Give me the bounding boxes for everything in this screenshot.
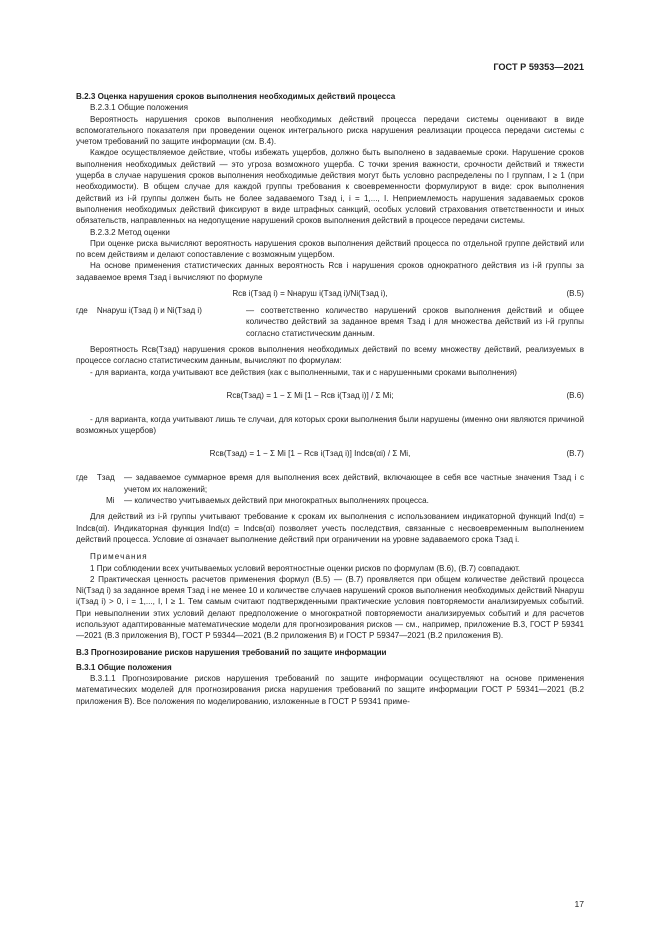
where-b5-term-text: Nнаруш i(Tзад i) и Ni(Tзад i) [96,306,202,316]
formula-b5 [76,283,584,305]
formula-b6 [76,378,584,414]
page-content [76,91,584,707]
where-b7-def1: — задаваемое суммарное время для выполнения всех действий, включающее в себя все частные значения Tзад i с учетом их наложений; [124,473,584,494]
paragraph: Каждое осуществляемое действие, чтобы избежать ущербов, должно быть выполнено в задаваемые сроки. Нарушение сроков выполнения необходимых действий — это угроза возможного ущерба. С точки зрения важности, срочности действий и тяжести ущерба в случае нарушения сроков выполнения необходимые действия могут быть условно распределены по I группам, I ≥ 1 (при необходимости). В общем случае для каждой группы требования к своевременности формулируют в виде: срок выполнения действий из i-й группы должен быть не более задаваемого Tзад i, i = 1,..., I. Неприемлемость нарушения задаваемых сроков выполнения необходимых действий фиксируют в виде штрафных санкций, особых условий страхования ответственности и иных обязательств, направленных на недопущение нарушений сроков выполнения действий в процессе передачи системы. [76,148,584,226]
note-2: 2 Практическая ценность расчетов применения формул (В.5) — (В.7) проявляется при общем количестве действий процесса Ni(Tзад i) за заданное время Tзад i не менее 10 и количестве случаев нарушений сроков выполнения необходимых действий Nнаруш i(Tзад i) > 0, i = 1,..., I, I ≥ 1. Тем самым считают подтвержденными практические условия повторяемости анализируемых событий. При невыполнении этих условий делают предположение о многократной повторяемости анализируемых событий и для расчетов используют адаптированные математические модели для прогнозирования рисков — см., например, приложение В.3, ГОСТ Р 59341—2021 (В.3 приложения В), ГОСТ Р 59344—2021 (В.2 приложения В) и ГОСТ Р 59347—2021 (В.2 приложения В). [76,574,584,641]
paragraph: В.3.1.1 Прогнозирование рисков нарушения требований по защите информации осуществляют на основе применения математических моделей для прогнозирования риска нарушения требований по защите информации ГОСТ Р 59341—2021 (В.2 приложения В). Все положения по моделированию, изложенные в ГОСТ Р 59341 приме- [76,674,584,706]
formula-b5-number: (В.5) [566,289,584,299]
paragraph: - для варианта, когда учитывают все действия (как с выполненными, так и с нарушенными сроками выполнения) [90,367,517,377]
subsection-b231: В.2.3.1 Общие положения [90,103,188,113]
paragraph: На основе применения статистических данных вероятность Rсв i нарушения сроков однократного действия из i-й группы за задаваемое время Tзад i вычисляют по формуле [76,261,584,282]
where-b7-term2: Mi [106,496,115,506]
paragraph: Вероятность Rсв(Tзад) нарушения сроков выполнения необходимых действий по всему множеству действий, реализуемых в процессе согласно статистическим данным, вычисляют по формулам: [76,344,584,366]
formula-b6-number: (В.6) [566,390,584,400]
formula-b6-expression: Rсв(Tзад) = 1 − Σ Mi [1 − Rсв i(Tзад i)] / Σ Mi; [226,390,394,400]
where-b7-term1 [76,472,124,495]
where-b5 [76,305,584,339]
paragraph: При оценке риска вычисляют вероятность нарушения сроков выполнения действий процесса по отдельной группе действий или по всем действиям и делают сопоставление с возможным ущербом. [76,238,584,260]
standard-number: ГОСТ Р 59353—2021 [493,62,584,72]
formula-b7-expression: Rсв(Tзад) = 1 − Σ Mi [1 − Rсв i(Tзад i)] Indсв(αi) / Σ Mi, [209,449,411,459]
where-b7-def2: — количество учитываемых действий при многократных выполнениях процесса. [124,496,429,506]
formula-b7 [76,436,584,472]
where-label: где [76,306,88,316]
subsection-b232: В.2.3.2 Метод оценки [90,227,170,237]
subsection-b31: В.3.1 Общие положения [76,662,172,672]
formula-b7-number: (В.7) [566,449,584,459]
where-b7-term1-text: Tзад [96,473,115,483]
where-b5-definition: — соответственно количество нарушений сроков выполнения действий и общее количество действий за заданное время Tзад i для множества действий из i-й группы согласно статистическим данным. [246,306,584,338]
paragraph: Вероятность нарушения сроков выполнения необходимых действий процесса передачи системы оценивают в виде вспомогательного показателя при проведении оценок интегрального риска нарушения реализации процесса передачи системы с учетом требований по защите информации (см. В.4). [76,114,584,147]
formula-b5-expression: Rсв i(Tзад i) = Nнаруш i(Tзад i)/Ni(Tзад i), [232,289,388,299]
paragraph: Для действий из i-й группы учитывают требование к срокам их выполнения с использованием индикаторной функций Ind(α) = Indсв(αi). Индикаторная функция Ind(α) = Indсв(αi) позволяет учесть последствия, связанные с несвоевременным выполнением действий процесса. Условие αi означает выполнение действий при ограничении на уровне задаваемого срока Tзад i. [76,512,584,544]
where-label: где [76,473,88,483]
where-b5-term [76,305,246,339]
section-title-b23: В.2.3 Оценка нарушения сроков выполнения необходимых действий процесса [76,92,396,101]
note-1: 1 При соблюдении всех учитываемых условий вероятностные оценки рисков по формулам (В.6), (В.7) совпадают. [90,563,521,573]
where-b7-row1 [76,472,584,495]
where-b7-row2 [76,495,584,506]
paragraph: - для варианта, когда учитывают лишь те случаи, для которых сроки выполнения были нарушены (именно они являются причиной возможных ущербов) [76,414,584,436]
notes-title: Примечания [90,552,148,562]
page-number: 17 [574,898,584,909]
section-title-b3: В.3 Прогнозирование рисков нарушения требований по защите информации [76,647,387,657]
document-page [76,56,584,916]
